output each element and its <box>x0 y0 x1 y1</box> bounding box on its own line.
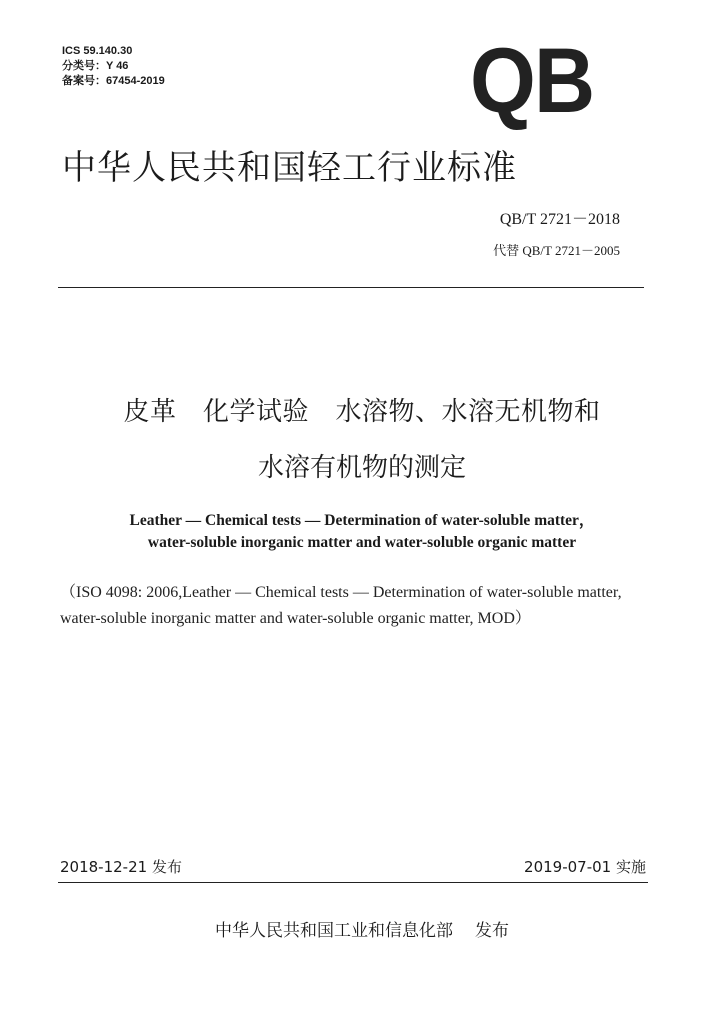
top-divider <box>58 287 644 288</box>
bottom-divider <box>58 882 648 883</box>
publisher-name: 中华人民共和国工业和信息化部 <box>215 921 453 941</box>
effective-date: 2019-07-01 实施 <box>524 858 646 876</box>
standard-code: QB/T 2721－2018 <box>499 211 620 228</box>
classification-number: 分类号：Y 46 <box>62 60 129 72</box>
qb-logo: QB <box>470 30 594 132</box>
document-metadata <box>62 44 165 89</box>
english-title-line-1: Leather — Chemical tests — Determination of water-soluble matter， <box>129 512 595 529</box>
iso-reference: （ISO 4098: 2006,Leather — Chemical tests — Determination of water-soluble matter, water-soluble inorganic matter and water-soluble organic matter, MOD） <box>60 584 622 627</box>
chinese-title-line-1: 皮革 化学试验 水溶物、水溶无机物和 <box>123 397 601 427</box>
replaced-standard: 代替 QB/T 2721－2005 <box>493 243 620 258</box>
industry-standard-title: 中华人民共和国轻工行业标准 <box>62 148 517 188</box>
ics-code: ICS 59.140.30 <box>62 45 133 57</box>
chinese-title-line-2: 水溶有机物的测定 <box>257 453 466 483</box>
publisher-line <box>0 916 724 941</box>
filing-number: 备案号：67454-2019 <box>62 75 165 87</box>
issue-date: 2018-12-21 发布 <box>60 858 182 876</box>
publisher-suffix: 发布 <box>475 921 509 941</box>
english-title-line-2: water-soluble inorganic matter and water-soluble organic matter <box>147 534 577 551</box>
